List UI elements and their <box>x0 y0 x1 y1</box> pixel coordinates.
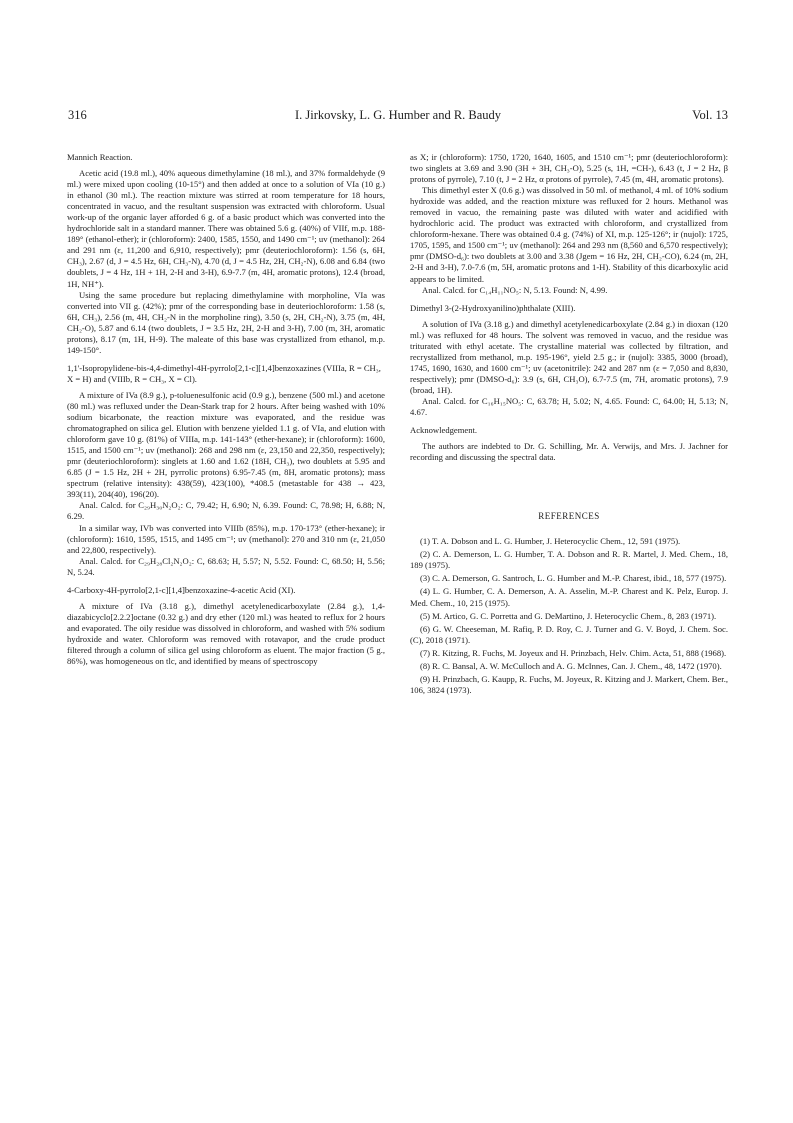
paragraph: This dimethyl ester X (0.6 g.) was dissolved in 50 ml. of methanol, 4 ml. of 10% sodium hydroxide was added, and the reaction mixture was refluxed for 2 hours. Methanol was removed in vacuo, the remaining paste was diluted with water and acidified with hydrochloric acid. The product was extracted with chloroform, and crystallized from chloroform-hexane. There was obtained 0.4 g. (74%) of XI, m.p. 125-126°; ir (nujol): 1725, 1705, 1595, and 1500 cm⁻¹; uv (methanol): 264 and 293 nm (8,560 and 6,570 respectively); pmr (DMSO-d₆): two doublets at 3.00 and 3.38 (Jgem = 16 Hz, 2H, CH₂-CO), 6.24 (m, 2H, 2-H and 3-H), 7.0-7.6 (m, 5H, aromatic protons and 1-H). Stability of this dicarboxylic acid appears to be limited. <box>410 185 728 284</box>
section-heading: Mannich Reaction. <box>67 152 133 162</box>
running-head-authors: I. Jirkovsky, L. G. Humber and R. Baudy <box>294 108 502 122</box>
analysis-paragraph: Anal. Calcd. for C₁₄H₁₁NO₅: N, 5.13. Found: N, 4.99. <box>422 284 608 295</box>
reference-item: (1) T. A. Dobson and L. G. Humber, J. Heterocyclic Chem., 12, 591 (1975). <box>420 536 681 547</box>
right-column <box>410 152 728 698</box>
analysis-paragraph: Anal. Calcd. for C₁₆H₁₅NO₅: C, 63.78; H, 5.02; N, 4.65. Found: C, 64.00; H, 5.13; N, 4.67. <box>410 395 728 418</box>
paragraph: A solution of IVa (3.18 g.) and dimethyl acetylenedicarboxylate (2.84 g.) in dioxan (120 ml.) was refluxed for 48 hours. The solvent was removed in vacuo, and the residue was triturated with ethyl acetate. The crystalline material was collected by filtration, and recrystallized from methanol, m.p. 195-196°, yield 2.5 g.; ir (nujol): 3385, 3000 (broad), 1745, 1690, 1630, and 1600 cm⁻¹; uv (acetonitrile): 242 and 287 nm (ε = 7,050 and 8,830, respectively); pmr (DMSO-d₆): 3.9 (s, 6H, CH₃O), 6.7-7.5 (m, 7H, aromatic protons), 7.9 (broad, 1H). <box>410 318 728 395</box>
paragraph: A mixture of IVa (3.18 g.), dimethyl acetylenedicarboxylate (2.84 g.), 1,4-diazabicyclo[2.2.2]octane (0.32 g.) and dry ether (120 ml.) was heated to reflux for 2 hours and evaporated. The oily residue was dissolved in chloroform, and washed with 5% sodium hydroxide and water. Chloroform was removed with rotavapor, and the crude product filtered through a column of silica gel using chloroform as eluent. The major fraction (5 g., 86%), was homogeneous on tlc, and identified by means of spectroscopy <box>67 600 385 667</box>
reference-item: (2) C. A. Demerson, L. G. Humber, T. A. Dobson and R. R. Martel, J. Med. Chem., 18, 189 (1975). <box>410 549 728 571</box>
paragraph: The authors are indebted to Dr. G. Schilling, Mr. A. Verwijs, and Mrs. J. Jachner for recording and discussing the spectral data. <box>410 441 728 463</box>
analysis-paragraph: Anal. Calcd. for C₂₉H₃₀N₂O₂: C, 79.42; H, 6.90; N, 6.39. Found: C, 78.98; H, 6.88; N, 6.29. <box>67 500 385 522</box>
paragraph: In a similar way, IVb was converted into VIIIb (85%), m.p. 170-173° (ether-hexane); ir (chloroform): 1610, 1595, 1515, and 1495 cm⁻¹; uv (methanol): 270 and 310 nm (ε, 21,050 and 22,800, respectively). <box>67 522 385 555</box>
reference-item: (3) C. A. Demerson, G. Santroch, L. G. Humber and M.-P. Charest, ibid., 18, 577 (1975). <box>420 573 727 584</box>
reference-item: (9) H. Prinzbach, G. Kaupp, R. Fuchs, M. Joyeux, R. Kitzing and J. Markert, Chem. Ber., 106, 3824 (1973). <box>410 673 728 695</box>
reference-item: (6) G. W. Cheeseman, M. Rafiq, P. D. Roy, C. J. Turner and G. V. Boyd, J. Chem. Soc. (C), 2018 (1971). <box>410 623 728 645</box>
reference-item: (7) R. Kitzing, R. Fuchs, M. Joyeux and H. Prinzbach, Helv. Chim. Acta, 51, 888 (1968). <box>420 647 727 658</box>
page-header <box>68 108 728 124</box>
analysis-paragraph: Anal. Calcd. for C₂₉H₂₈Cl₂N₂O₂: C, 68.63; H, 5.57; N, 5.52. Found: C, 68.50; H, 5.56; N, 5.24. <box>67 555 385 577</box>
paragraph: A mixture of IVa (8.9 g.), p-toluenesulfonic acid (0.9 g.), benzene (500 ml.) and acetone (80 ml.) was refluxed under the Dean-Stark trap for 2 hours. After being washed with 10% sodium bicarbonate, the reaction mixture was evaporated, and the residue was chromatographed on silica gel. Elution with benzene yielded 1.1 g. of VIa, and elution with chloroform gave 10 g. (81%) of VIIIa, m.p. 141-143° (ether-hexane); ir (chloroform): 1600, 1515, and 1500 cm⁻¹; uv (methanol): 268 and 298 nm (ε, 23,150 and 22,350, respectively); pmr (deuteriochloroform): singlets at 1.60 and 1.62 (18H, CH₃), two doublets at 5.95 and 6.85 (J = 1.5 Hz, 2H + 2H, pyrrolic protons) 6.95-7.45 (m, 8H, aromatic protons); mass spectrum (relative intensity): 438(59), 423(100), *408.5 (metastable for 438 → 423, 393(11), 204(40), 196(20). <box>67 389 385 500</box>
reference-item: (8) R. C. Bansal, A. W. McCulloch and A. G. McInnes, Can. J. Chem., 48, 1472 (1970). <box>420 660 722 671</box>
paragraph-continued: as X; ir (chloroform): 1750, 1720, 1640, 1605, and 1510 cm⁻¹; pmr (deuteriochloroform): two singlets at 3.69 and 3.90 (3H + 3H, CH₃-O), 5.25 (s, 1H, =CH-), 6.43 (t, J = 2 Hz, β protons of pyrrole), 7.10 (t, J = 2 Hz, α protons of pyrrole), 7.45 (m, 4H, aromatic protons). <box>410 152 728 185</box>
page-number: 316 <box>68 108 87 122</box>
paragraph: Using the same procedure but replacing dimethylamine with morpholine, VIa was converted into VII g. (42%); pmr of the corresponding base in deuteriochloroform: 1.58 (s, 6H, CH₃), 2.56 (m, 4H, CH₂-N in the morpholine ring), 3.50 (s, 2H, CH₂-N), 3.75 (m, 4H, CH₂-O), 5.87 and 6.14 (two doublets, J = 3.5 Hz, 2H, 2-H and 3-H), 7.00 (m, 3H, aromatic protons), 8.17 (m, 1H, H-9). The maleate of this base was crystallized from ethanol, m.p. 149-150°. <box>67 289 385 355</box>
section-heading: Acknowledgement. <box>410 425 478 436</box>
section-heading: 1,1'-Isopropylidene-bis-4,4-dimethyl-4H-pyrrolo[2,1-c][1,4]benzoxazines (VIIIa, R = CH₃, X = H) and (VIIIb, R = CH₃, X = Cl). <box>67 362 381 384</box>
section-heading: Dimethyl 3-(2-Hydroxyanilino)phthalate (XIII). <box>410 302 576 313</box>
reference-item: (4) L. G. Humber, C. A. Demerson, A. A. Asselin, M.-P. Charest and K. Pelz, Europ. J. Med. Chem., 10, 215 (1975). <box>410 586 728 608</box>
volume-label: Vol. 13 <box>692 108 728 122</box>
section-heading: 4-Carboxy-4H-pyrrolo[2,1-c][1,4]benzoxazine-4-acetic Acid (XI). <box>67 584 296 595</box>
paragraph: Acetic acid (19.8 ml.), 40% aqueous dimethylamine (18 ml.), and 37% formaldehyde (9 ml.) were mixed upon cooling (10-15°) and then added at once to a solution of VIa (10 g.) in ethanol (30 ml.). The reaction mixture was stirred at room temperature for 18 hours, concentrated in vacuo, and the resultant suspension was extracted with chloroform. Usual work-up of the organic layer afforded 6 g. of a basic product which was converted into the hydrochloride salt in a standard manner. There was obtained 5.6 g. (40%) of VIIf, m.p. 188-189° (ethanol-ether); ir (chloroform): 2400, 1585, 1550, and 1490 cm⁻¹; uv (methanol): 264 and 291 nm (ε, 11,200 and 6,910, respectively); pmr (deuteriochloroform): 1.56 (s, 6H, CH₃), 2.67 (d, J = 4.5 Hz, 6H, CH₃-N), 4.70 (d, J = 4.5 Hz, 2H, CH₂-N), 6.08 and 6.84 (two doublets, J = 4 Hz, 1H + 1H, 2-H and 3-H), 6.9-7.7 (m, 4H, aromatic protons), 12.4 (broad, 1H, NH⁺). <box>67 168 385 289</box>
reference-item: (5) M. Artico, G. C. Porretta and G. DeMartino, J. Heterocyclic Chem., 8, 283 (1971). <box>420 610 717 621</box>
references-title: REFERENCES <box>538 511 600 522</box>
left-column <box>67 152 385 667</box>
references-list <box>410 536 728 696</box>
